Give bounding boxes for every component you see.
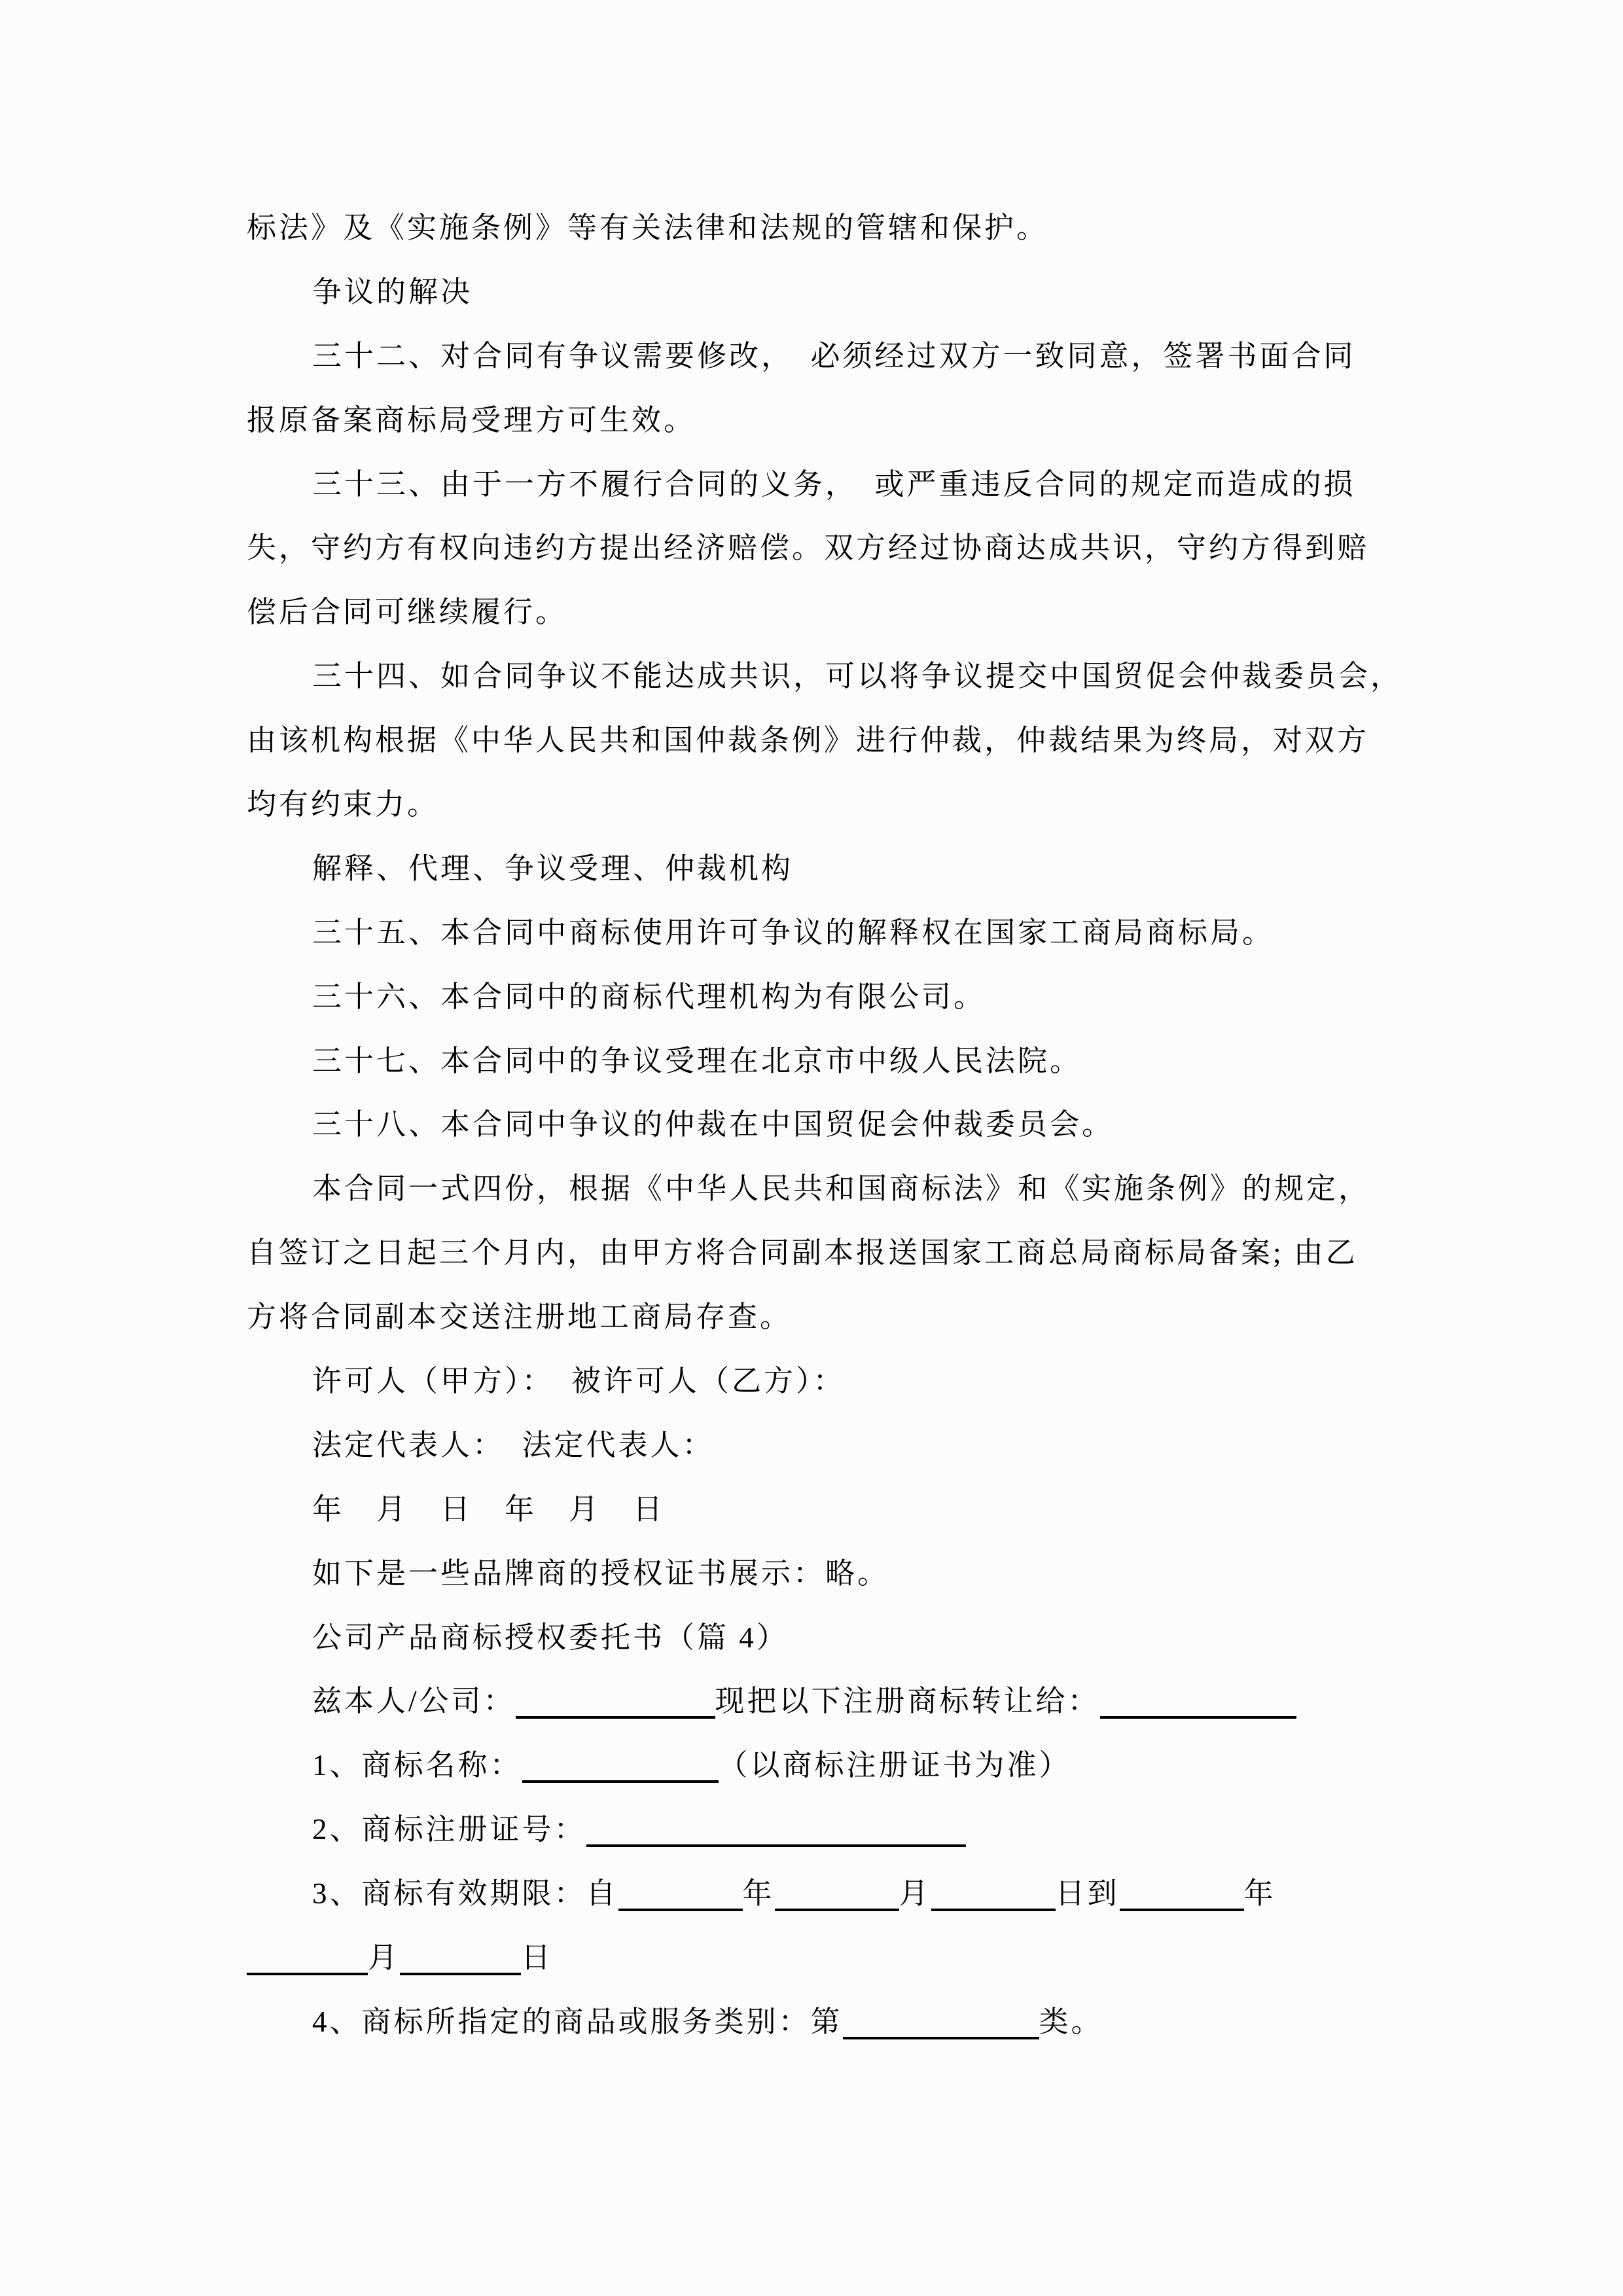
- blank-underline: [247, 1973, 368, 1975]
- blank-underline: [400, 1973, 521, 1975]
- text-run: 类。: [1039, 2005, 1103, 2038]
- text-run: 公司产品商标授权委托书（篇 4）: [312, 1621, 789, 1654]
- text-run: 1、商标名称：: [312, 1749, 522, 1782]
- document-line: [247, 260, 1378, 325]
- document-line: [247, 1542, 1378, 1606]
- text-run: 由该机构根据《中华人民共和国仲裁条例》进行仲裁，仲裁结果为终局，对双方: [247, 724, 1370, 757]
- text-run: 三十四、如合同争议不能达成共识，可以将争议提交中国贸促会仲裁委员会，: [312, 660, 1403, 693]
- text-run: （以商标注册证书为准）: [718, 1749, 1071, 1782]
- document-line: [247, 196, 1378, 260]
- document-line: [247, 1093, 1378, 1157]
- text-run: 法定代表人： 法定代表人：: [312, 1428, 715, 1462]
- text-run: 月: [368, 1941, 401, 1975]
- text-run: 4、商标所指定的商品或服务类别：第: [312, 2005, 843, 2038]
- text-run: 年: [1243, 1877, 1276, 1910]
- document-line: [247, 325, 1378, 389]
- document-line: [247, 1798, 1378, 1862]
- text-run: 三十二、对合同有争议需要修改， 必须经过双方一致同意，签署书面合同: [312, 339, 1356, 372]
- text-run: 均有约束力。: [247, 788, 440, 821]
- blank-underline: [1120, 1909, 1244, 1911]
- text-run: 三十八、本合同中争议的仲裁在中国贸促会仲裁委员会。: [312, 1108, 1115, 1141]
- document-line: [247, 1734, 1378, 1798]
- blank-underline: [618, 1909, 743, 1911]
- blank-underline: [931, 1909, 1056, 1911]
- text-run: 年: [742, 1877, 775, 1910]
- text-run: 年 月 日 年 月 日: [312, 1492, 666, 1526]
- blank-underline: [775, 1909, 899, 1911]
- blank-underline: [586, 1844, 966, 1847]
- text-run: 如下是一些品牌商的授权证书展示：略。: [312, 1556, 890, 1590]
- text-run: 方将合同副本交送注册地工商局存查。: [247, 1300, 793, 1334]
- text-run: 兹本人/公司：: [312, 1685, 516, 1718]
- document-line: [247, 1221, 1378, 1285]
- text-run: 失，守约方有权向违约方提出经济赔偿。双方经过协商达成共识，守约方得到赔: [247, 531, 1370, 565]
- blank-underline: [1100, 1716, 1296, 1719]
- document-line: [247, 1670, 1378, 1734]
- text-run: 争议的解决: [312, 275, 473, 308]
- document-line: [247, 1862, 1378, 1926]
- blank-underline: [522, 1780, 719, 1783]
- document-line: [247, 709, 1378, 773]
- blank-underline: [516, 1716, 715, 1719]
- blank-underline: [843, 2037, 1039, 2039]
- text-run: 标法》及《实施条例》等有关法律和法规的管辖和保护。: [247, 211, 1049, 244]
- document-line: [247, 1606, 1378, 1670]
- document-line: [247, 1030, 1378, 1094]
- text-run: 2、商标注册证号：: [312, 1813, 586, 1846]
- document-line: [247, 1157, 1378, 1221]
- text-run: 三十六、本合同中的商标代理机构为有限公司。: [312, 980, 986, 1013]
- text-run: 自签订之日起三个月内，由甲方将合同副本报送国家工商总局商标局备案; 由乙: [247, 1236, 1358, 1270]
- document-line: [247, 453, 1378, 517]
- text-run: 三十七、本合同中的争议受理在北京市中级人民法院。: [312, 1044, 1082, 1077]
- document-line: [247, 1990, 1378, 2054]
- document-line: [247, 1350, 1378, 1414]
- document-line: [247, 1414, 1378, 1478]
- document-line: [247, 837, 1378, 901]
- text-run: 月: [899, 1877, 931, 1910]
- document-line: [247, 1285, 1378, 1350]
- text-run: 解释、代理、争议受理、仲裁机构: [312, 852, 794, 885]
- text-run: 许可人（甲方）： 被许可人（乙方）：: [312, 1365, 846, 1398]
- document-line: [247, 645, 1403, 709]
- document-line: [247, 773, 1378, 837]
- document-line: [247, 1926, 1378, 1990]
- document-line: [247, 389, 1378, 453]
- text-run: 报原备案商标局受理方可生效。: [247, 403, 696, 437]
- document-line: [247, 516, 1378, 581]
- text-run: 日: [521, 1941, 554, 1975]
- text-run: 三十三、由于一方不履行合同的义务， 或严重违反合同的规定而造成的损: [312, 467, 1356, 501]
- document-line: [247, 1478, 1378, 1542]
- document-line: [247, 965, 1378, 1030]
- document-line: [247, 581, 1378, 645]
- document-line: [247, 901, 1378, 965]
- text-run: 现把以下注册商标转让给：: [715, 1685, 1100, 1718]
- text-run: 本合同一式四份，根据《中华人民共和国商标法》和《实施条例》的规定，: [312, 1172, 1371, 1206]
- text-run: 3、商标有效期限：自: [312, 1877, 618, 1910]
- text-run: 日到: [1055, 1877, 1120, 1910]
- text-run: 三十五、本合同中商标使用许可争议的解释权在国家工商局商标局。: [312, 916, 1275, 949]
- text-run: 偿后合同可继续履行。: [247, 596, 568, 629]
